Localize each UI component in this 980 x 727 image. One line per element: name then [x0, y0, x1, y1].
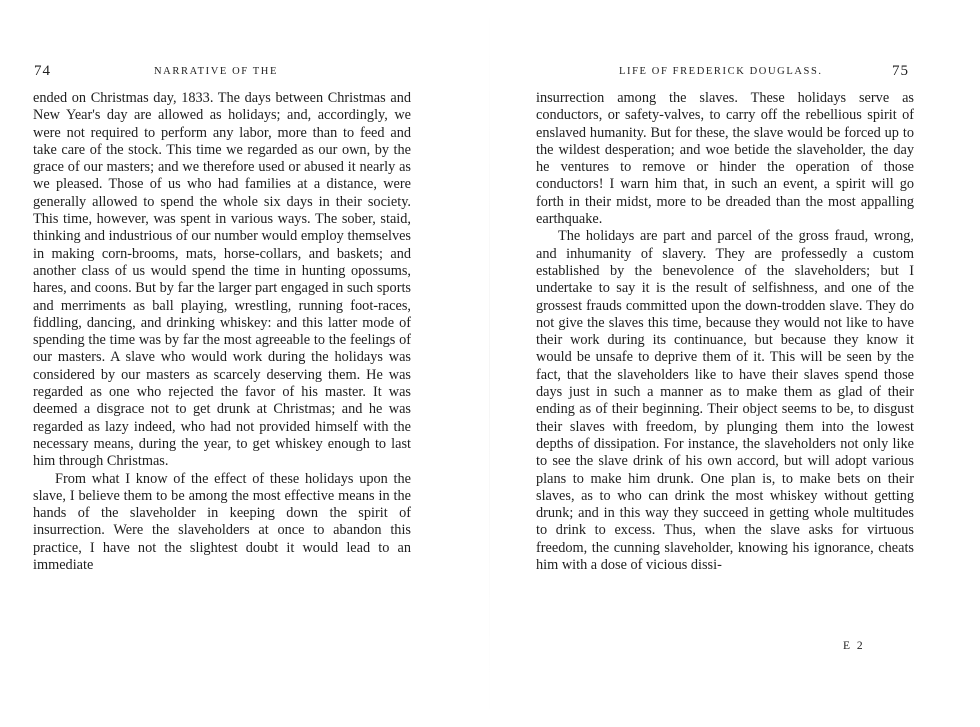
- paragraph: ended on Christmas day, 1833. The days between Christmas and New Year's day are allowed as holidays; and, accordingly, we were not required to perform any labor, more than to feed and take care of the stock. This time we regarded as our own, by the grace of our masters; and we therefore used or abused it nearly as we pleased. Those of us who had families at a distance, were generally allowed to spend the whole six days in their society. This time, however, was spent in various ways. The sober, staid, thinking and industrious of our number would employ themselves in making corn-brooms, mats, horse-collars, and baskets; and another class of us would spend the time in hunting opossums, hares, and coons. But by far the larger part engaged in such sports and merriments as ball playing, wrestling, running foot-races, fiddling, dancing, and drinking whiskey: and this latter mode of spending the time was by far the most agreeable to the feelings of our masters. A slave who would work during the holidays was considered by our masters as scarcely deserving them. He was regarded as one who rejected the favor of his master. It was deemed a disgrace not to get drunk at Christmas; and he was regarded as lazy indeed, who had not provided himself with the necessary means, during the year, to get whiskey enough to last him through Christmas.: [33, 90, 411, 470]
- paragraph: From what I know of the effect of these holidays upon the slave, I believe them to be among the most effective means in the hands of the slaveholder in keeping down the spirit of insurrection. Were the slaveholders at once to abandon this practice, I have not the slightest doubt it would lead to an immediate: [33, 470, 411, 574]
- left-page-number: 74: [34, 63, 51, 79]
- right-running-head: LIFE OF FREDERICK DOUGLASS.: [619, 66, 823, 77]
- left-page-header: [34, 63, 424, 83]
- right-page-number: 75: [892, 63, 909, 79]
- paragraph: The holidays are part and parcel of the gross fraud, wrong, and inhumanity of slavery. They are professedly a custom established by the benevolence of the slaveholders; but I undertake to say it is the result of selfishness, and one of the grossest frauds committed upon the down-trodden slave. They do not give the slaves this time, because they would not like to have their work during its continuance, but because they know it would be unsafe to deprive them of it. This will be seen by the fact, that the slaveholders like to have their slaves spend those days just in such a manner as to make them as glad of their ending as of their beginning. Their object seems to be, to disgust their slaves with freedom, by plunging them into the lowest depths of dissipation. For instance, the slaveholders not only like to see the slave drink of his own accord, but will adopt various plans to make him drunk. One plan is, to make bets on their slaves, as to who can drink the most whiskey without getting drunk; and in this way they succeed in getting whole multitudes to drink to excess. Thus, when the slave asks for virtuous freedom, the cunning slaveholder, knowing his ignorance, cheats him with a dose of vicious dissi-: [536, 228, 914, 574]
- right-page: [490, 0, 980, 727]
- right-page-header: [539, 63, 909, 83]
- left-page-body: [33, 90, 411, 574]
- signature-mark: E 2: [843, 640, 865, 652]
- paragraph: insurrection among the slaves. These holidays serve as conductors, or safety-valves, to carry off the rebellious spirit of enslaved humanity. But for these, the slave would be forced up to the wildest desperation; and woe betide the slaveholder, the day he ventures to remove or hinder the operation of those conductors! I warn him that, in such an event, a spirit will go forth in their midst, more to be dreaded than the most appalling earthquake.: [536, 90, 914, 228]
- right-page-body: [536, 90, 914, 574]
- left-running-head: NARRATIVE OF THE: [154, 66, 278, 77]
